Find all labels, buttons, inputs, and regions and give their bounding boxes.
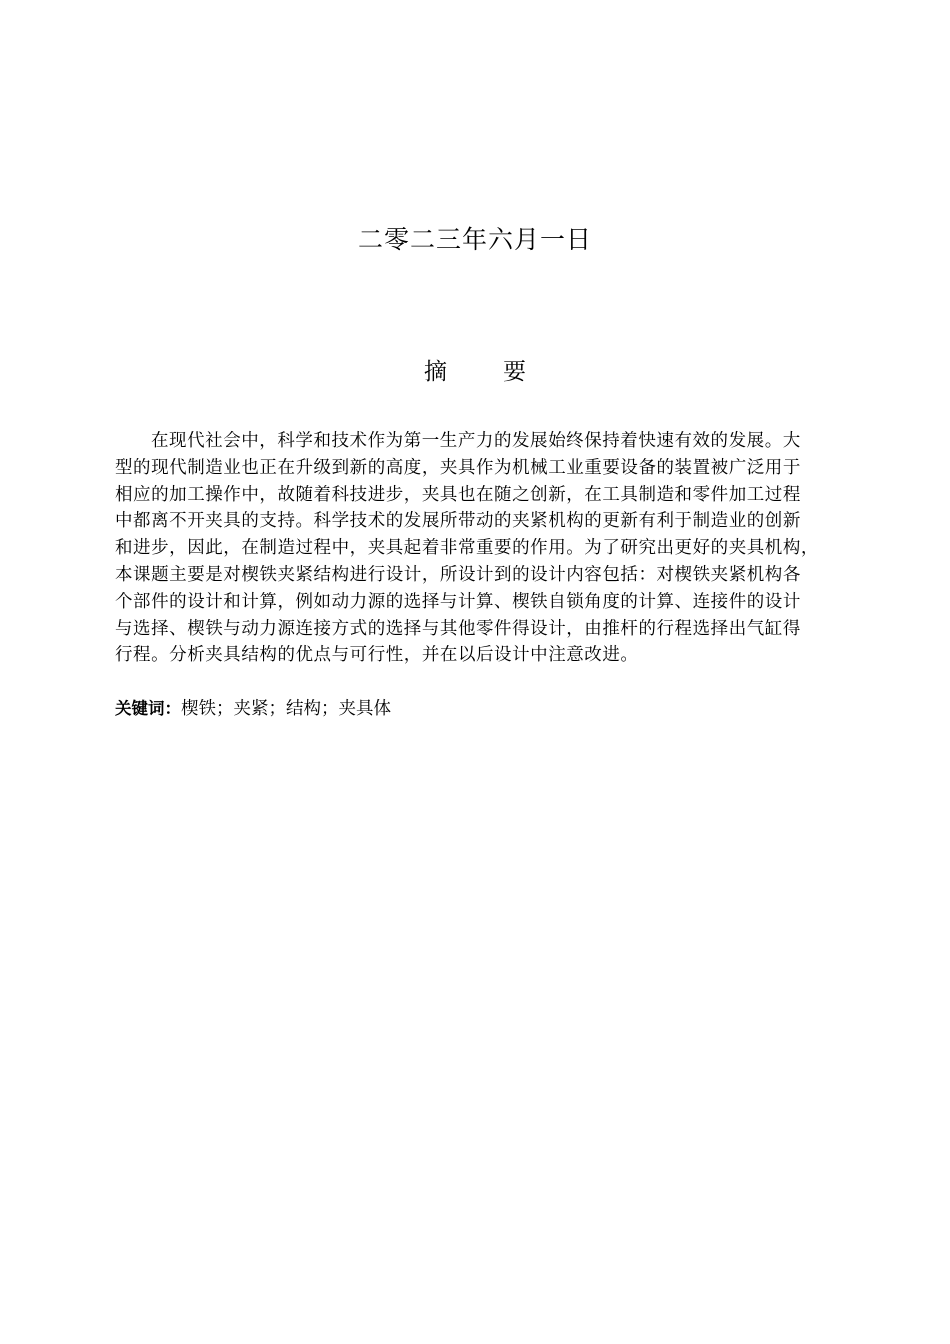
keywords-line [115,696,865,722]
abstract-line: 本课题主要是对楔铁夹紧结构进行设计，所设计到的设计内容包括：对楔铁夹紧机构各 [115,564,801,585]
abstract-line: 型的现代制造业也正在升级到新的高度，夹具作为机械工业重要设备的装置被广泛用于 [115,457,801,478]
abstract-line: 相应的加工操作中，故随着科技进步，夹具也在随之创新，在工具制造和零件加工过程 [115,484,801,505]
abstract-heading-char-2: 要 [503,359,526,385]
abstract-heading [0,354,950,390]
abstract-line: 个部件的设计和计算，例如动力源的选择与计算、楔铁自锁角度的计算、连接件的设计 [115,591,801,612]
abstract-line: 和进步，因此，在制造过程中，夹具起着非常重要的作用。为了研究出更好的夹具机构， [115,538,819,559]
abstract-heading-char-1: 摘 [424,359,447,385]
keywords-items: 楔铁；夹紧；结构；夹具体 [181,699,391,719]
date-line: 二零二三年六月一日 [357,225,592,254]
abstract-line: 中都离不开夹具的支持。科学技术的发展所带动的夹紧机构的更新有利于制造业的创新 [115,511,801,532]
abstract-line: 在现代社会中，科学和技术作为第一生产力的发展始终保持着快速有效的发展。大 [151,431,801,451]
keywords-label: 关键词： [115,699,181,718]
abstract-line: 与选择、楔铁与动力源连接方式的选择与其他零件得设计，由推杆的行程选择出气缸得 [115,618,801,639]
abstract-body [115,428,865,669]
abstract-line: 行程。分析夹具结构的优点与可行性，并在以后设计中注意改进。 [115,645,639,666]
